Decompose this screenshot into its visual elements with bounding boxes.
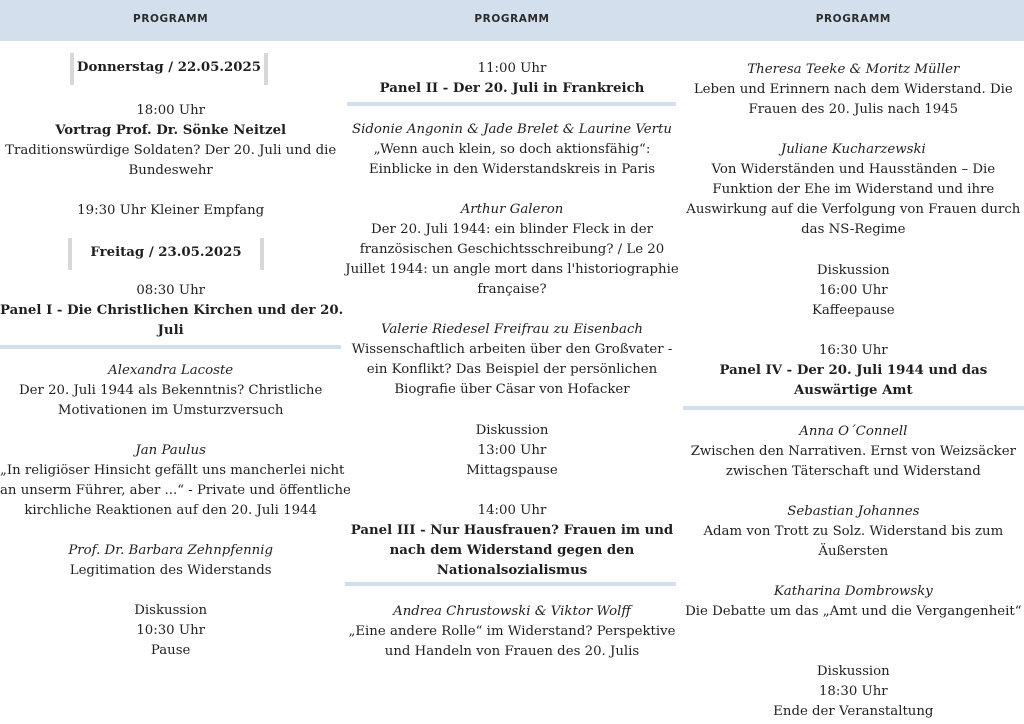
end-label: Ende der Veranstaltung bbox=[773, 704, 934, 719]
panel-title: Auswärtige Amt bbox=[793, 383, 913, 398]
column-header: PROGRAMM bbox=[0, 0, 341, 41]
talk-title: „Wenn auch klein, so doch aktionsfähig“: bbox=[373, 142, 651, 157]
speaker-name: Alexandra Lacoste bbox=[108, 363, 234, 378]
block-talk bbox=[341, 120, 682, 180]
block-talk bbox=[683, 60, 1024, 120]
day-heading-thursday: Donnerstag / 22.05.2025 bbox=[70, 53, 268, 85]
panel-title: Panel I - Die Christlichen Kirchen und der 20. bbox=[0, 303, 344, 318]
discussion-label: Diskussion bbox=[475, 423, 549, 438]
block-panel-1 bbox=[0, 281, 344, 341]
block-talk bbox=[0, 361, 341, 421]
talk-title: und Handeln von Frauen des 20. Julis bbox=[384, 644, 640, 659]
program-column-3 bbox=[683, 0, 1024, 724]
block-talk bbox=[683, 582, 1024, 622]
talk-title: française? bbox=[477, 282, 547, 297]
discussion-label: Diskussion bbox=[134, 603, 208, 618]
talk-title: Von Widerständen und Hausständen – Die bbox=[711, 162, 996, 177]
block-talk bbox=[0, 441, 351, 521]
block-reception bbox=[0, 201, 341, 221]
block-talk bbox=[341, 602, 682, 662]
talk-title: Juillet 1944: un angle mort dans l'historiographie bbox=[345, 262, 679, 277]
talk-title: Frauen des 20. Julis nach 1945 bbox=[748, 102, 959, 117]
time-label: 10:30 Uhr bbox=[136, 623, 205, 638]
panel-title: Panel IV - Der 20. Juli 1944 und das bbox=[719, 363, 988, 378]
panel-title: Juli bbox=[157, 323, 184, 338]
block-panel-2 bbox=[341, 59, 682, 99]
column-header: PROGRAMM bbox=[683, 0, 1024, 41]
block-discussion bbox=[0, 601, 341, 661]
talk-title: an unserm Führer, aber ...“ - Private und öffentliche bbox=[0, 483, 351, 498]
program-column-1 bbox=[0, 0, 351, 724]
speaker-name: Theresa Teeke & Moritz Müller bbox=[747, 62, 960, 77]
discussion-label: Diskussion bbox=[816, 664, 890, 679]
talk-title: Der 20. Juli 1944: ein blinder Fleck in der bbox=[371, 222, 653, 237]
speaker-name: Prof. Dr. Barbara Zehnpfennig bbox=[68, 543, 273, 558]
program-column-2 bbox=[341, 0, 682, 724]
speaker-name: Andrea Chrustowski & Viktor Wolff bbox=[393, 604, 631, 619]
speaker-name: Anna O´Connell bbox=[799, 424, 908, 439]
time-label: 08:30 Uhr bbox=[136, 283, 205, 298]
talk-title: französischen Geschichtsschreibung? / Le 20 bbox=[359, 242, 665, 257]
talk-title: Einblicke in den Widerstandskreis in Paris bbox=[368, 162, 656, 177]
session-title: Vortrag Prof. Dr. Sönke Neitzel bbox=[55, 123, 287, 138]
panel-divider bbox=[345, 582, 676, 586]
talk-title: Legitimation des Widerstands bbox=[69, 563, 272, 578]
speaker-name: Sebastian Johannes bbox=[787, 504, 920, 519]
talk-title: Funktion der Ehe im Widerstand und ihre bbox=[712, 182, 995, 197]
panel-title: Nationalsozialismus bbox=[436, 563, 588, 578]
talk-title: das NS-Regime bbox=[801, 222, 906, 237]
panel-divider bbox=[0, 345, 341, 349]
time-label: 19:30 Uhr Kleiner Empfang bbox=[77, 203, 265, 218]
talk-title: Der 20. Juli 1944 als Bekenntnis? Christliche bbox=[18, 383, 323, 398]
day-heading-friday: Freitag / 23.05.2025 bbox=[68, 238, 264, 270]
speaker-name: Jan Paulus bbox=[135, 443, 206, 458]
block-talk bbox=[341, 200, 682, 300]
time-label: 11:00 Uhr bbox=[477, 61, 547, 76]
speaker-name: Juliane Kucharzewski bbox=[780, 142, 926, 157]
talk-title: Äußersten bbox=[818, 544, 889, 559]
talk-title: „In religiöser Hinsicht gefällt uns mancherlei nicht bbox=[0, 463, 345, 478]
panel-title: nach dem Widerstand gegen den bbox=[389, 543, 635, 558]
panel-title: Panel II - Der 20. Juli in Frankreich bbox=[379, 81, 645, 96]
time-label: 18:30 Uhr bbox=[818, 684, 888, 699]
talk-title: Adam von Trott zu Solz. Widerstand bis zum bbox=[703, 524, 1004, 539]
speaker-name: Valerie Riedesel Freifrau zu Eisenbach bbox=[381, 322, 643, 337]
time-label: 18:00 Uhr bbox=[136, 103, 205, 118]
break-label: Mittagspause bbox=[466, 463, 558, 478]
block-talk bbox=[341, 320, 682, 400]
column-header: PROGRAMM bbox=[341, 0, 682, 41]
block-keynote bbox=[0, 101, 341, 181]
talk-title: Auswirkung auf die Verfolgung von Frauen durch bbox=[686, 202, 1021, 217]
block-talk bbox=[0, 541, 341, 581]
time-label: 16:30 Uhr bbox=[818, 343, 888, 358]
block-talk bbox=[683, 140, 1024, 240]
talk-title: ein Konflikt? Das Beispiel der persönlichen bbox=[366, 362, 658, 377]
talk-title: zwischen Täterschaft und Widerstand bbox=[725, 464, 981, 479]
session-text: Traditionswürdige Soldaten? Der 20. Juli und die bbox=[5, 143, 337, 158]
block-talk bbox=[683, 422, 1024, 482]
talk-title: Zwischen den Narrativen. Ernst von Weizsäcker bbox=[690, 444, 1016, 459]
talk-title: Biografie über Cäsar von Hofacker bbox=[394, 382, 630, 397]
block-discussion bbox=[341, 421, 682, 481]
speaker-name: Sidonie Angonin & Jade Brelet & Laurine Vertu bbox=[352, 122, 672, 137]
block-discussion bbox=[683, 261, 1024, 321]
panel-divider bbox=[347, 102, 676, 106]
talk-title: Motivationen im Umsturzversuch bbox=[57, 403, 284, 418]
talk-title: Leben und Erinnern nach dem Widerstand. Die bbox=[693, 82, 1013, 97]
talk-title: Wissenschaftlich arbeiten über den Großvater - bbox=[351, 342, 673, 357]
time-label: 16:00 Uhr bbox=[818, 283, 888, 298]
panel-title: Panel III - Nur Hausfrauen? Frauen im und bbox=[350, 523, 674, 538]
block-panel-3 bbox=[341, 501, 682, 581]
block-discussion bbox=[683, 662, 1024, 722]
break-label: Kaffeepause bbox=[811, 303, 895, 318]
speaker-name: Katharina Dombrowsky bbox=[773, 584, 933, 599]
break-label: Pause bbox=[150, 643, 191, 658]
discussion-label: Diskussion bbox=[816, 263, 890, 278]
block-talk bbox=[683, 502, 1024, 562]
session-text: Bundeswehr bbox=[128, 163, 213, 178]
block-panel-4 bbox=[683, 341, 1024, 401]
talk-title: „Eine andere Rolle“ im Widerstand? Perspektive bbox=[348, 624, 676, 639]
time-label: 14:00 Uhr bbox=[477, 503, 547, 518]
panel-divider bbox=[683, 406, 1024, 410]
talk-title: Die Debatte um das „Amt und die Vergangenheit“ bbox=[685, 604, 1022, 619]
talk-title: kirchliche Reaktionen auf den 20. Juli 1944 bbox=[24, 503, 317, 518]
speaker-name: Arthur Galeron bbox=[460, 202, 564, 217]
time-label: 13:00 Uhr bbox=[477, 443, 547, 458]
